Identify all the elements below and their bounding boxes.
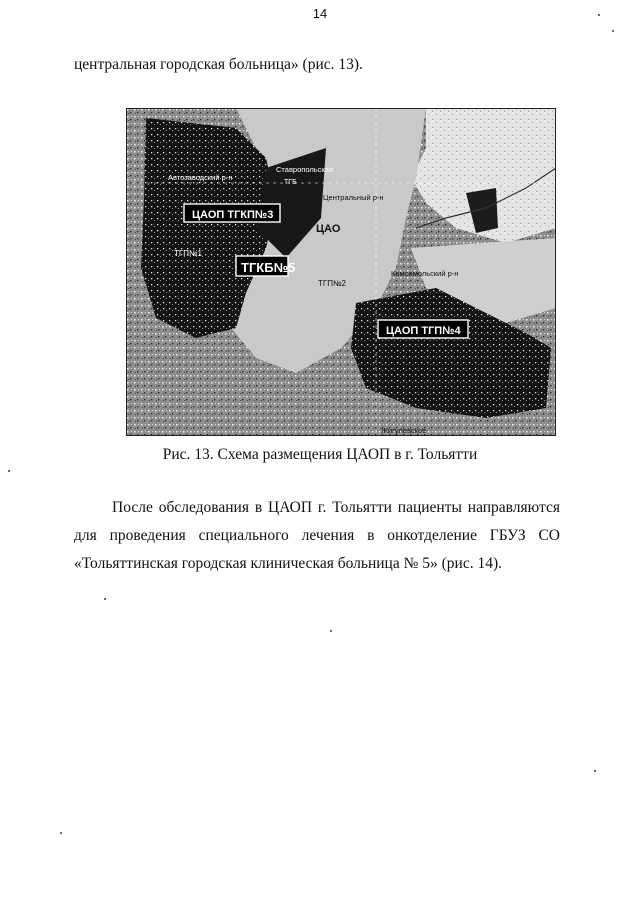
label-avtozavodsky: Автозаводский р-н xyxy=(168,173,233,182)
label-stavropolskaya: Ставропольская xyxy=(276,165,334,174)
scan-speck xyxy=(612,30,614,32)
scan-speck xyxy=(330,630,332,632)
figure-caption: Рис. 13. Схема размещения ЦАОП в г. Тольятти xyxy=(162,446,478,463)
label-komsomolsky: Комсомольский р-н xyxy=(391,269,459,278)
paragraph-line-2: для проведения специального лечения в онкотделение ГБУЗ СО xyxy=(74,527,560,544)
label-tsaop-tgp4: ЦАОП ТГП№4 xyxy=(386,325,461,337)
body-paragraph xyxy=(74,494,560,578)
label-tpb: ТГБ xyxy=(284,179,297,186)
label-tgkb5: ТГКБ№5 xyxy=(241,260,296,275)
paragraph-line-1: После обследования в ЦАОП г. Тольятти пациенты направляются xyxy=(112,499,560,516)
page-number: 14 xyxy=(312,6,328,21)
label-tsentralny: Центральный р-н xyxy=(323,193,384,202)
paragraph-line-3: «Тольяттинская городская клиническая больница № 5» (рис. 14). xyxy=(74,555,503,572)
label-tgp2: ТГП№2 xyxy=(318,279,346,288)
label-tgp1: ТГП№1 xyxy=(174,249,202,258)
label-zhigulevskoe: Жигулевское xyxy=(381,426,427,435)
scan-speck xyxy=(60,832,62,834)
scan-speck xyxy=(598,14,600,16)
city-map-figure xyxy=(126,108,556,436)
intro-text: центральная городская больница» (рис. 13). xyxy=(74,56,363,73)
label-tsaop: ЦАО xyxy=(316,223,341,235)
scan-speck xyxy=(8,470,10,472)
scan-speck xyxy=(104,598,106,600)
scan-speck xyxy=(594,770,596,772)
label-tsaop-tgkp3: ЦАОП ТГКП№3 xyxy=(192,209,274,221)
